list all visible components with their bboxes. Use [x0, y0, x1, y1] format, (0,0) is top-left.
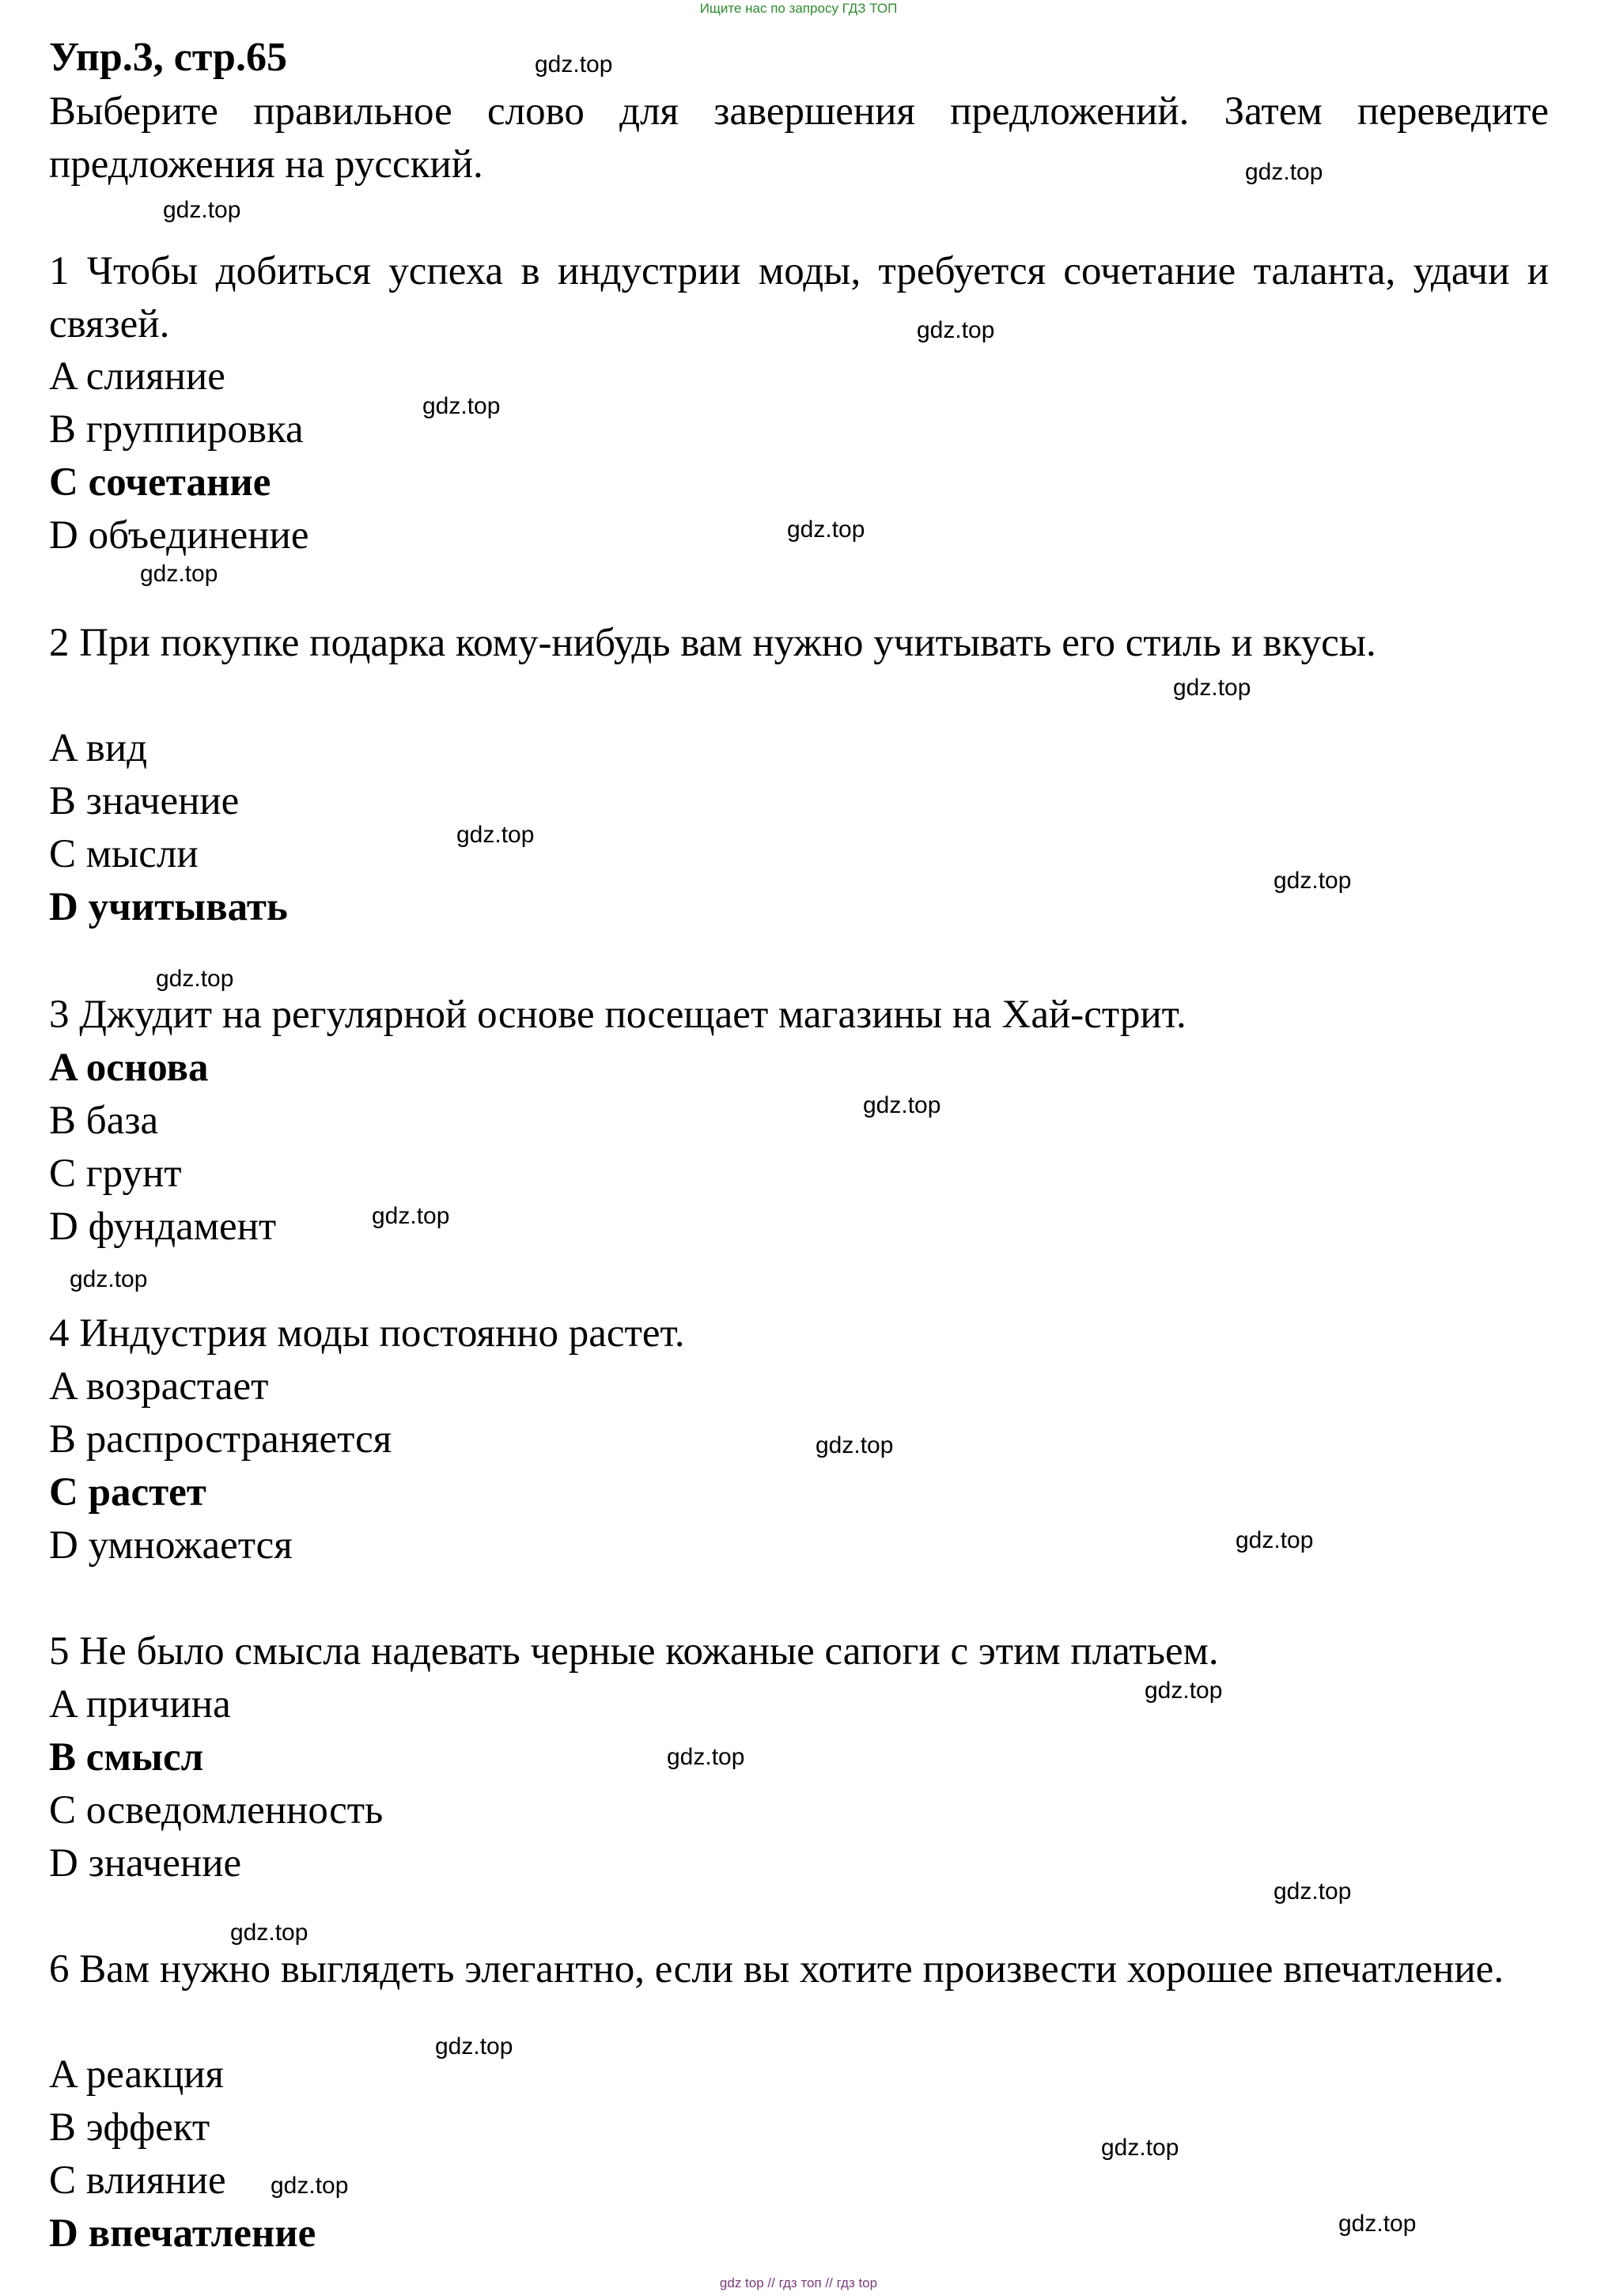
question-3-option-a: A основа — [49, 1046, 209, 1090]
question-5-option-d: D значение — [49, 1841, 242, 1886]
watermark: gdz.top — [1236, 1527, 1314, 1553]
question-2-option-a: A вид — [49, 726, 148, 770]
watermark: gdz.top — [917, 317, 995, 343]
question-5-sentence: 5 Не было смысла надевать черные кожаные сапоги с этим платьем. — [49, 1629, 1219, 1674]
watermark: gdz.top — [163, 197, 241, 223]
question-6-option-a: A реакция — [49, 2052, 224, 2097]
question-3-option-b: B база — [49, 1099, 159, 1143]
watermark: gdz.top — [156, 966, 234, 992]
watermark: gdz.top — [535, 51, 613, 78]
question-1-sentence: 1 Чтобы добиться успеха в индустрии моды, требуется сочетание таланта, удачи и связей. — [49, 249, 1549, 346]
question-1-option-b: B группировка — [49, 407, 304, 452]
question-2-sentence: 2 При покупке подарка кому-нибудь вам нужно учитывать его стиль и вкусы. — [49, 621, 1376, 665]
watermark: gdz.top — [816, 1432, 894, 1458]
watermark: gdz.top — [1273, 1878, 1352, 1905]
question-4-sentence: 4 Индустрия моды постоянно растет. — [49, 1311, 685, 1356]
watermark: gdz.top — [1173, 675, 1251, 701]
question-3-option-d: D фундамент — [49, 1205, 277, 1249]
question-6-option-c: C влияние — [49, 2158, 226, 2203]
watermark: gdz.top — [863, 1092, 941, 1118]
question-2-option-b: B значение — [49, 779, 240, 823]
watermark: gdz.top — [372, 1203, 450, 1229]
question-5-option-b: B смысл — [49, 1735, 204, 1780]
watermark: gdz.top — [435, 2033, 513, 2060]
question-1-option-d: D объединение — [49, 513, 309, 558]
watermark: gdz.top — [1145, 1678, 1223, 1704]
instruction-text: Выберите правильное слово для завершения предложений. Затем переведите предложения на русский. — [49, 89, 1549, 187]
search-note: Ищите нас по запросу ГДЗ ТОП — [699, 1, 898, 16]
question-4-option-b: B распространяется — [49, 1417, 392, 1462]
question-3-option-c: C грунт — [49, 1152, 182, 1196]
watermark: gdz.top — [667, 1744, 745, 1770]
question-2-option-c: C мысли — [49, 832, 199, 876]
question-2-option-d: D учитывать — [49, 885, 288, 929]
watermark: gdz.top — [230, 1920, 308, 1946]
question-3-sentence: 3 Джудит на регулярной основе посещает магазины на Хай-стрит. — [49, 993, 1186, 1037]
footer-note: gdz top // гдз топ // гдз top — [719, 2275, 878, 2290]
question-6-sentence: 6 Вам нужно выглядеть элегантно, если вы хотите произвести хорошее впечатление. — [49, 1947, 1504, 1992]
watermark: gdz.top — [1245, 159, 1323, 185]
question-4-option-d: D умножается — [49, 1523, 293, 1568]
watermark: gdz.top — [140, 561, 218, 587]
question-6-option-b: B эффект — [49, 2105, 210, 2150]
watermark: gdz.top — [456, 822, 535, 848]
watermark: gdz.top — [271, 2173, 349, 2199]
watermark: gdz.top — [1338, 2211, 1417, 2237]
watermark: gdz.top — [787, 516, 865, 543]
question-5-option-a: A причина — [49, 1682, 231, 1727]
watermark: gdz.top — [1273, 868, 1352, 894]
question-1-option-c: C сочетание — [49, 460, 271, 505]
question-4-option-c: C растет — [49, 1470, 206, 1515]
question-4-option-a: A возрастает — [49, 1364, 269, 1409]
question-6-option-d: D впечатление — [49, 2211, 316, 2256]
watermark: gdz.top — [1101, 2135, 1179, 2161]
watermark: gdz.top — [70, 1266, 148, 1292]
exercise-title: Упр.3, стр.65 — [49, 35, 287, 80]
watermark: gdz.top — [422, 393, 501, 419]
question-5-option-c: C осведомленность — [49, 1788, 384, 1833]
question-1-option-a: A слияние — [49, 354, 225, 399]
